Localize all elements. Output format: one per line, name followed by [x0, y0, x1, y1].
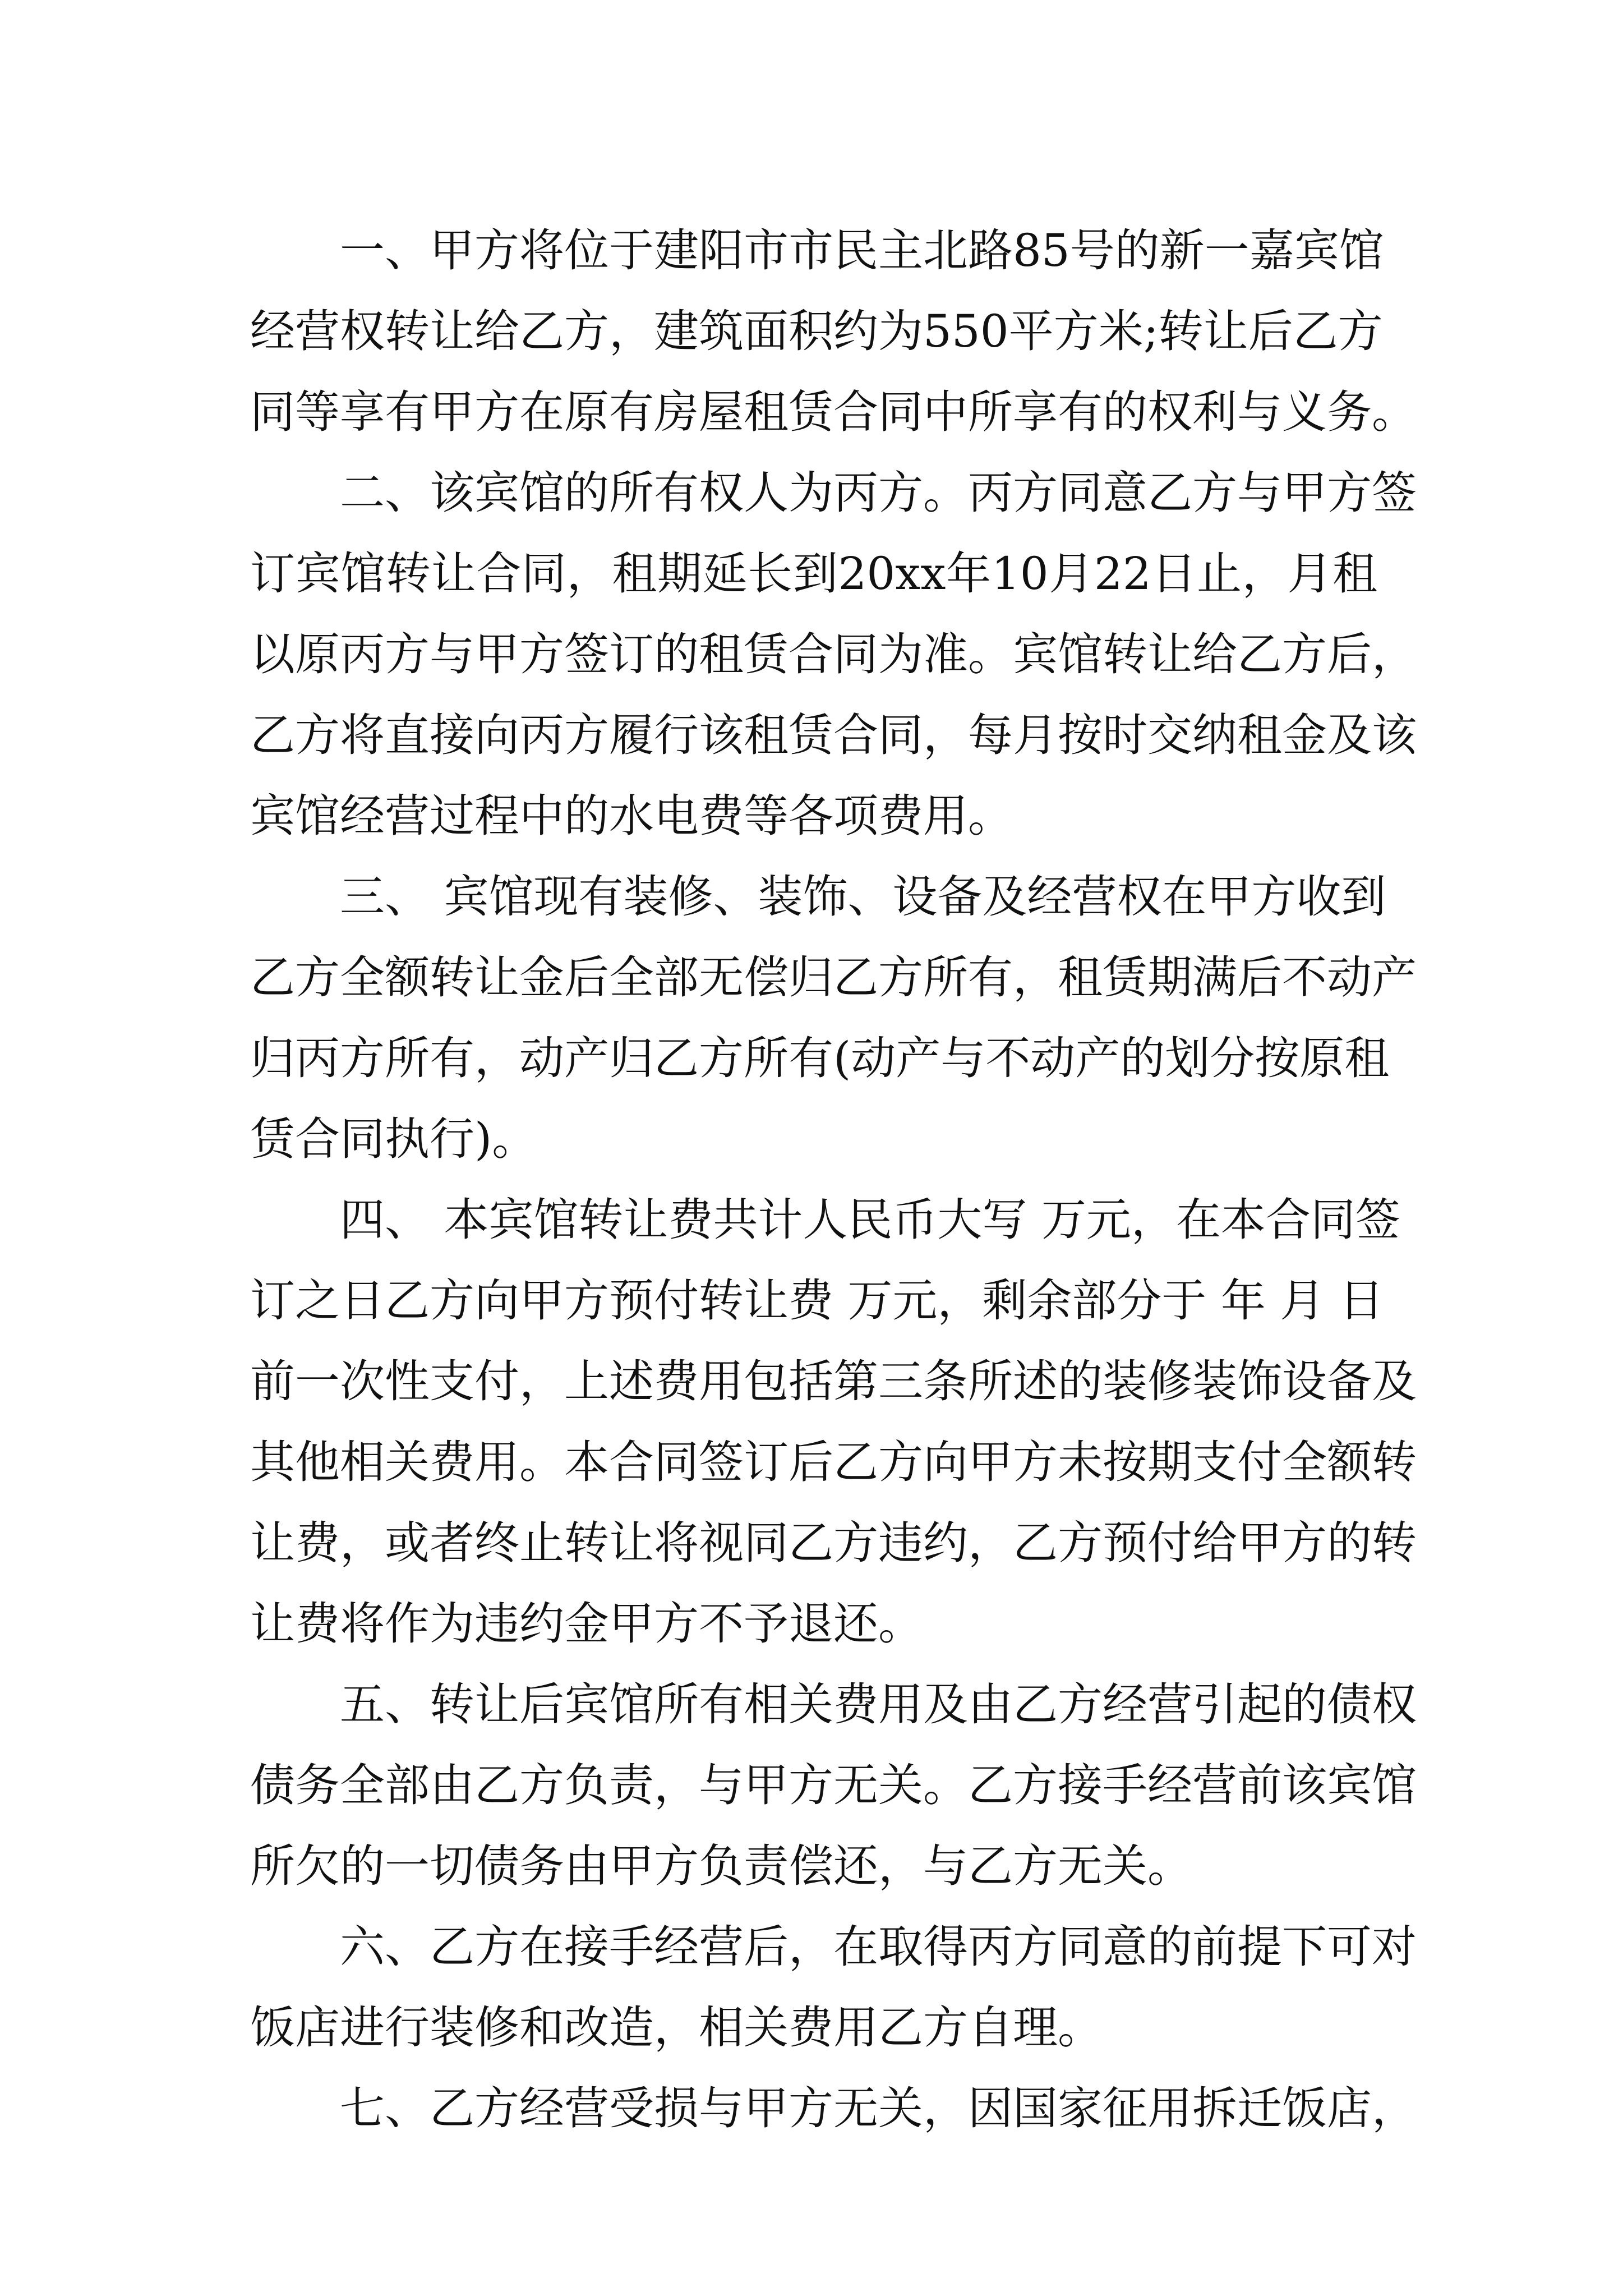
text-line: 五、转让后宾馆所有相关费用及由乙方经营引起的债权: [340, 1678, 1417, 1731]
text-line: 订宾馆转让合同，租期延长到20xx年10月22日止，月租: [250, 547, 1377, 600]
text-line: 二、该宾馆的所有权人为丙方。丙方同意乙方与甲方签: [340, 467, 1417, 519]
text-line: 其他相关费用。本合同签订后乙方向甲方未按期支付全额转: [250, 1436, 1417, 1488]
text-line: 四、 本宾馆转让费共计人民币大写 万元，在本合同签: [340, 1194, 1400, 1246]
text-line: 三、 宾馆现有装修、装饰、设备及经营权在甲方收到: [340, 871, 1386, 923]
text-line: 归丙方所有，动产归乙方所有(动产与不动产的划分按原租: [250, 1032, 1390, 1084]
text-line: 赁合同执行)。: [250, 1113, 537, 1165]
text-line: 七、乙方经营受损与甲方无关，因国家征用拆迁饭店，: [340, 2082, 1417, 2134]
text-line: 同等享有甲方在原有房屋租赁合同中所享有的权利与义务。: [250, 386, 1417, 438]
text-line: 让费将作为违约金甲方不予退还。: [250, 1598, 923, 1650]
text-line: 宾馆经营过程中的水电费等各项费用。: [250, 790, 1013, 842]
text-line: 订之日乙方向甲方预付转让费 万元，剩余部分于 年 月 日: [250, 1274, 1384, 1327]
document-body: [250, 210, 1417, 2149]
text-line: 饭店进行装修和改造，相关费用乙方自理。: [250, 2001, 1103, 2054]
text-line: 以原丙方与甲方签订的租赁合同为准。宾馆转让给乙方后，: [250, 628, 1417, 680]
text-line: 乙方将直接向丙方履行该租赁合同，每月按时交纳租金及该: [250, 709, 1417, 761]
text-line: 债务全部由乙方负责，与甲方无关。乙方接手经营前该宾馆: [250, 1759, 1417, 1811]
text-line: 让费，或者终止转让将视同乙方违约，乙方预付给甲方的转: [250, 1517, 1417, 1569]
text-line: 乙方全额转让金后全部无偿归乙方所有，租赁期满后不动产: [250, 951, 1417, 1004]
text-line: 一、甲方将位于建阳市市民主北路85号的新一嘉宾馆: [340, 224, 1384, 277]
text-line: 经营权转让给乙方，建筑面积约为550平方米;转让后乙方: [250, 305, 1383, 357]
text-line: 前一次性支付，上述费用包括第三条所述的装修装饰设备及: [250, 1355, 1417, 1407]
text-line: 所欠的一切债务由甲方负责偿还，与乙方无关。: [250, 1840, 1192, 1892]
text-line: 六、乙方在接手经营后，在取得丙方同意的前提下可对: [340, 1921, 1417, 1973]
